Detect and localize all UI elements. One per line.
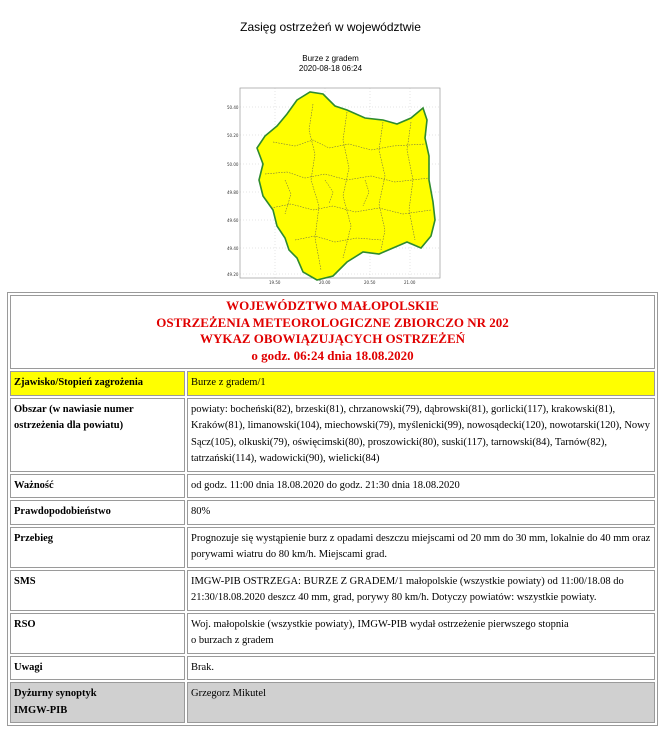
forecaster-institution: IMGW-PIB [14,704,68,716]
row-label: Obszar (w nawiasie numer ostrzeżenia dla powiatu) [10,398,185,472]
lat-label: 50.40 [227,105,239,110]
forecaster-label: Dyżurny synoptyk [14,688,97,699]
lon-label: 20.50 [364,280,376,285]
row-sms [10,570,655,611]
row-label: SMS [10,570,185,611]
lon-label: 21.00 [404,280,416,285]
map-caption [0,54,661,74]
row-label: Ważność [10,474,185,499]
row-rso [10,613,655,654]
rso-line: o burzach z gradem [191,635,274,646]
row-probability [10,500,655,525]
row-phenomenon [10,371,655,396]
lat-label: 49.20 [227,272,239,277]
header-issue-time: o godz. 06:24 dnia 18.08.2020 [251,347,414,363]
lat-label: 50.00 [227,162,239,167]
lat-label: 49.40 [227,246,239,251]
row-forecaster [10,682,655,723]
warnings-table [7,292,658,726]
row-value [187,613,655,654]
row-label: RSO [10,613,185,654]
warning-map [225,80,447,286]
lon-label: 19.50 [269,280,281,285]
lat-label: 50.20 [227,133,239,138]
map-graphic [225,80,447,286]
row-validity [10,474,655,499]
table-header [10,295,655,369]
row-value: Grzegorz Mikutel [187,682,655,723]
row-label [10,682,185,723]
lon-label: 20.00 [319,280,331,285]
row-label: Uwagi [10,656,185,681]
row-value: powiaty: bocheński(82), brzeski(81), chrzanowski(79), dąbrowski(81), gorlicki(117), krakowski(81), Kraków(81), limanowski(104), miechowski(79), myślenicki(99), nowosądecki(120), nowotarski(120), Nowy Sącz(105), olkuski(79), oświęcimski(80), proszowicki(80), suski(117), tarnowski(84), Tarnów(82), tatrzański(114), wadowicki(90), wielicki(84) [187,398,655,472]
rso-line: Woj. małopolskie (wszystkie powiaty), IMGW-PIB wydał ostrzeżenie pierwszego stopnia [191,618,569,630]
row-label: Prawdopodobieństwo [10,500,185,525]
row-value: od godz. 11:00 dnia 18.08.2020 do godz. 21:30 dnia 18.08.2020 [187,474,655,499]
row-value: Brak. [187,656,655,681]
map-caption-date: 2020-08-18 06:24 [298,64,363,73]
row-remarks [10,656,655,681]
lat-label: 49.60 [227,218,239,223]
row-course [10,527,655,568]
header-list-title: WYKAZ OBOWIĄZUJĄCYCH OSTRZEŻEŃ [199,331,466,346]
row-label: Przebieg [10,527,185,568]
row-value: Burze z gradem/1 [187,371,655,396]
row-value: IMGW-PIB OSTRZEGA: BURZE Z GRADEM/1 małopolskie (wszystkie powiaty) od 11:00/18.08 do 21:30/18.08.2020 deszcz 40 mm, grad, porywy 80 km/h. Dotyczy powiatów: wszystkie powiaty. [187,570,655,611]
row-value: 80% [187,500,655,525]
page-title: Zasięg ostrzeżeń w województwie [240,20,421,34]
header-bulletin-number: OSTRZEŻENIA METEOROLOGICZNE ZBIORCZO NR 202 [156,314,509,330]
row-area [10,398,655,472]
map-caption-phenomenon: Burze z gradem [302,54,359,63]
row-label: Zjawisko/Stopień zagrożenia [10,371,185,396]
header-voivodeship: WOJEWÓDZTWO MAŁOPOLSKIE [226,298,439,313]
row-value: Prognozuje się wystąpienie burz z opadami deszczu miejscami od 20 mm do 30 mm, lokalnie do 40 mm oraz porywami wiatru do 80 km/h. Miejscami grad. [187,527,655,568]
lat-label: 49.80 [227,190,239,195]
